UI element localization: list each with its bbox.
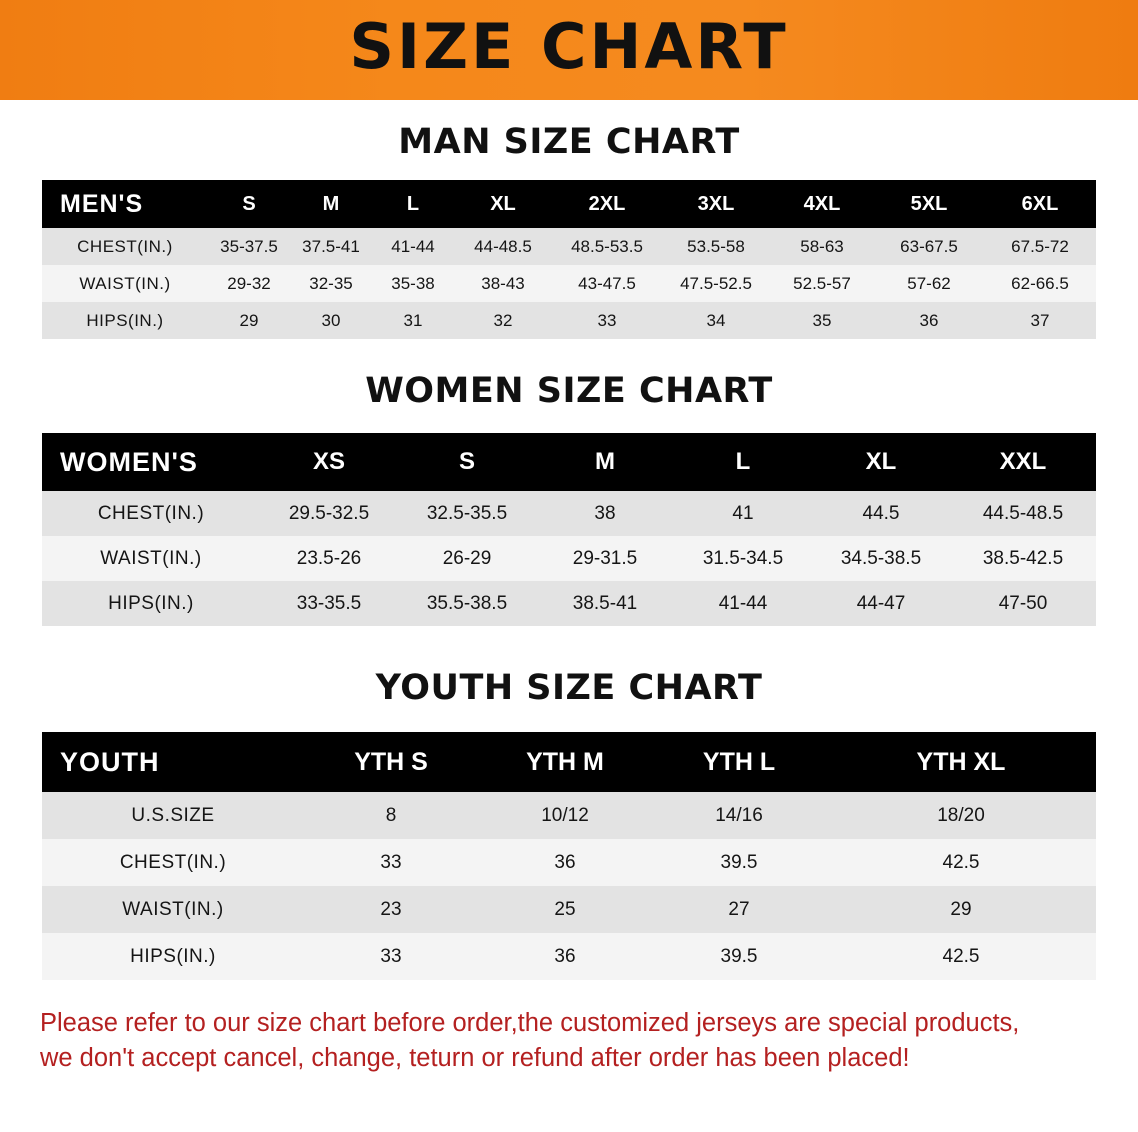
table-row	[42, 792, 1096, 839]
col-header: XL	[454, 180, 552, 228]
cell: 39.5	[652, 839, 826, 886]
cell: 38.5-41	[536, 581, 674, 626]
cell: 57-62	[874, 265, 984, 302]
cell: 38.5-42.5	[950, 536, 1096, 581]
cell: 63-67.5	[874, 228, 984, 265]
table-row	[42, 839, 1096, 886]
cell: 47-50	[950, 581, 1096, 626]
man-section-heading: MAN SIZE CHART	[398, 122, 740, 162]
row-label: WAIST(IN.)	[42, 265, 208, 302]
cell: 47.5-52.5	[662, 265, 770, 302]
cell: 41	[674, 491, 812, 536]
cell: 39.5	[652, 933, 826, 980]
youth-size-table	[42, 732, 1096, 980]
col-header: YTH L	[652, 732, 826, 792]
header-banner	[0, 0, 1138, 100]
col-header: L	[372, 180, 454, 228]
col-header: WOMEN'S	[42, 433, 260, 491]
row-label: CHEST(IN.)	[42, 228, 208, 265]
col-header: M	[290, 180, 372, 228]
cell: 43-47.5	[552, 265, 662, 302]
col-header: YTH M	[478, 732, 652, 792]
row-label: U.S.SIZE	[42, 792, 304, 839]
cell: 52.5-57	[770, 265, 874, 302]
table-header-row	[42, 433, 1096, 491]
cell: 53.5-58	[662, 228, 770, 265]
cell: 18/20	[826, 792, 1096, 839]
col-header: YTH XL	[826, 732, 1096, 792]
cell: 31.5-34.5	[674, 536, 812, 581]
cell: 62-66.5	[984, 265, 1096, 302]
row-label: CHEST(IN.)	[42, 491, 260, 536]
cell: 29.5-32.5	[260, 491, 398, 536]
table-row	[42, 536, 1096, 581]
cell: 32	[454, 302, 552, 339]
table-row	[42, 581, 1096, 626]
col-header: YOUTH	[42, 732, 304, 792]
cell: 33	[304, 839, 478, 886]
cell: 33	[552, 302, 662, 339]
table-row	[42, 886, 1096, 933]
cell: 29	[826, 886, 1096, 933]
col-header: S	[208, 180, 290, 228]
table-row	[42, 302, 1096, 339]
cell: 67.5-72	[984, 228, 1096, 265]
table-row	[42, 265, 1096, 302]
cell: 30	[290, 302, 372, 339]
row-label: WAIST(IN.)	[42, 886, 304, 933]
cell: 41-44	[674, 581, 812, 626]
youth-section-heading: YOUTH SIZE CHART	[375, 668, 763, 708]
cell: 58-63	[770, 228, 874, 265]
row-label: HIPS(IN.)	[42, 302, 208, 339]
cell: 26-29	[398, 536, 536, 581]
cell: 44.5-48.5	[950, 491, 1096, 536]
col-header: L	[674, 433, 812, 491]
cell: 35-38	[372, 265, 454, 302]
table-header-row	[42, 732, 1096, 792]
cell: 33-35.5	[260, 581, 398, 626]
cell: 29	[208, 302, 290, 339]
cell: 38	[536, 491, 674, 536]
table-row	[42, 228, 1096, 265]
cell: 29-32	[208, 265, 290, 302]
cell: 35	[770, 302, 874, 339]
table-row	[42, 491, 1096, 536]
women-section-heading: WOMEN SIZE CHART	[365, 371, 773, 411]
col-header: 2XL	[552, 180, 662, 228]
man-size-table	[42, 180, 1096, 339]
col-header: XL	[812, 433, 950, 491]
cell: 38-43	[454, 265, 552, 302]
women-size-table	[42, 433, 1096, 626]
cell: 34	[662, 302, 770, 339]
policy-note-line-1: Please refer to our size chart before order,the customized jerseys are special products,	[40, 1009, 1020, 1037]
col-header: S	[398, 433, 536, 491]
row-label: WAIST(IN.)	[42, 536, 260, 581]
cell: 44.5	[812, 491, 950, 536]
cell: 35.5-38.5	[398, 581, 536, 626]
cell: 37.5-41	[290, 228, 372, 265]
cell: 35-37.5	[208, 228, 290, 265]
col-header: MEN'S	[42, 180, 208, 228]
cell: 23	[304, 886, 478, 933]
man-table-wrap	[42, 180, 1096, 339]
cell: 34.5-38.5	[812, 536, 950, 581]
cell: 8	[304, 792, 478, 839]
cell: 37	[984, 302, 1096, 339]
col-header: M	[536, 433, 674, 491]
cell: 44-47	[812, 581, 950, 626]
cell: 32-35	[290, 265, 372, 302]
cell: 48.5-53.5	[552, 228, 662, 265]
women-table-wrap	[42, 433, 1096, 626]
cell: 27	[652, 886, 826, 933]
cell: 29-31.5	[536, 536, 674, 581]
col-header: 6XL	[984, 180, 1096, 228]
cell: 41-44	[372, 228, 454, 265]
youth-table-wrap	[42, 732, 1096, 980]
cell: 31	[372, 302, 454, 339]
table-row	[42, 933, 1096, 980]
col-header: XS	[260, 433, 398, 491]
policy-note-line-2: we don't accept cancel, change, teturn or refund after order has been placed!	[40, 1044, 910, 1073]
table-header-row	[42, 180, 1096, 228]
cell: 42.5	[826, 839, 1096, 886]
row-label: CHEST(IN.)	[42, 839, 304, 886]
cell: 36	[874, 302, 984, 339]
cell: 36	[478, 839, 652, 886]
cell: 32.5-35.5	[398, 491, 536, 536]
cell: 36	[478, 933, 652, 980]
cell: 33	[304, 933, 478, 980]
cell: 44-48.5	[454, 228, 552, 265]
page-title: SIZE CHART	[349, 10, 789, 83]
cell: 14/16	[652, 792, 826, 839]
col-header: XXL	[950, 433, 1096, 491]
policy-note	[40, 1006, 1098, 1076]
col-header: YTH S	[304, 732, 478, 792]
row-label: HIPS(IN.)	[42, 933, 304, 980]
cell: 23.5-26	[260, 536, 398, 581]
cell: 25	[478, 886, 652, 933]
cell: 42.5	[826, 933, 1096, 980]
col-header: 3XL	[662, 180, 770, 228]
col-header: 4XL	[770, 180, 874, 228]
row-label: HIPS(IN.)	[42, 581, 260, 626]
cell: 10/12	[478, 792, 652, 839]
col-header: 5XL	[874, 180, 984, 228]
